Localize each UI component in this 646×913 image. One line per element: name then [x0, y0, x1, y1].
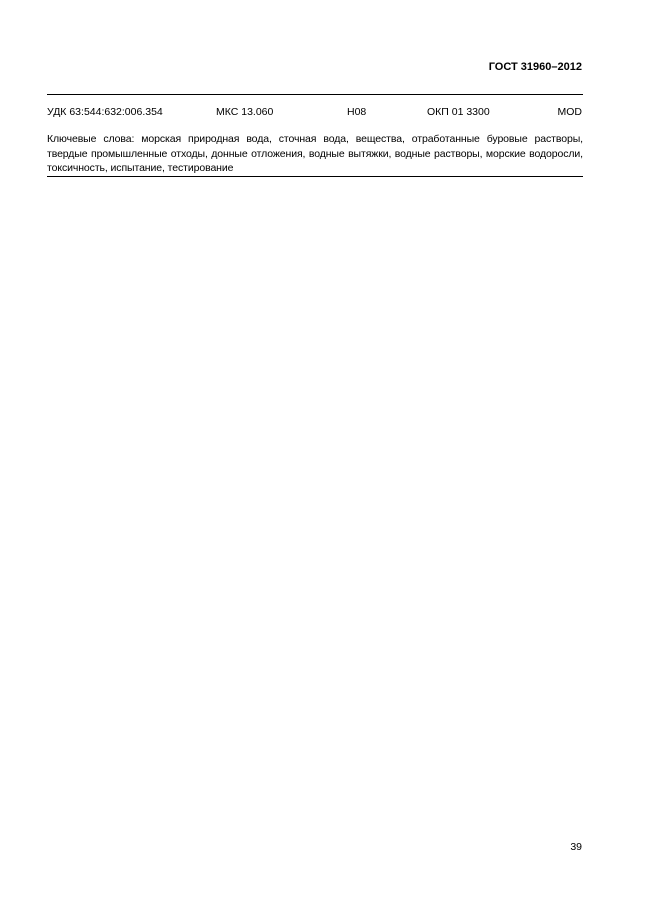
page-number: 39: [570, 841, 582, 853]
ics-code: МКС 13.060: [216, 106, 274, 118]
udc-code: УДК 63:544:632:006.354: [47, 106, 163, 118]
okstu-code: Н08: [347, 106, 367, 118]
keywords-paragraph: Ключевые слова: морская природная вода, сточная вода, вещества, отработанные буровые растворы, твердые промышленные отходы, донные отложения, водные вытяжки, водные растворы, морские водоросли, токсичность, испытание, тестирование: [47, 133, 583, 174]
document-code: ГОСТ 31960–2012: [488, 61, 582, 73]
bottom-divider: [47, 176, 583, 177]
top-divider: [47, 94, 583, 95]
mod-marker: MOD: [557, 106, 582, 118]
classification-row: [47, 106, 582, 120]
okp-code: ОКП 01 3300: [427, 106, 490, 118]
